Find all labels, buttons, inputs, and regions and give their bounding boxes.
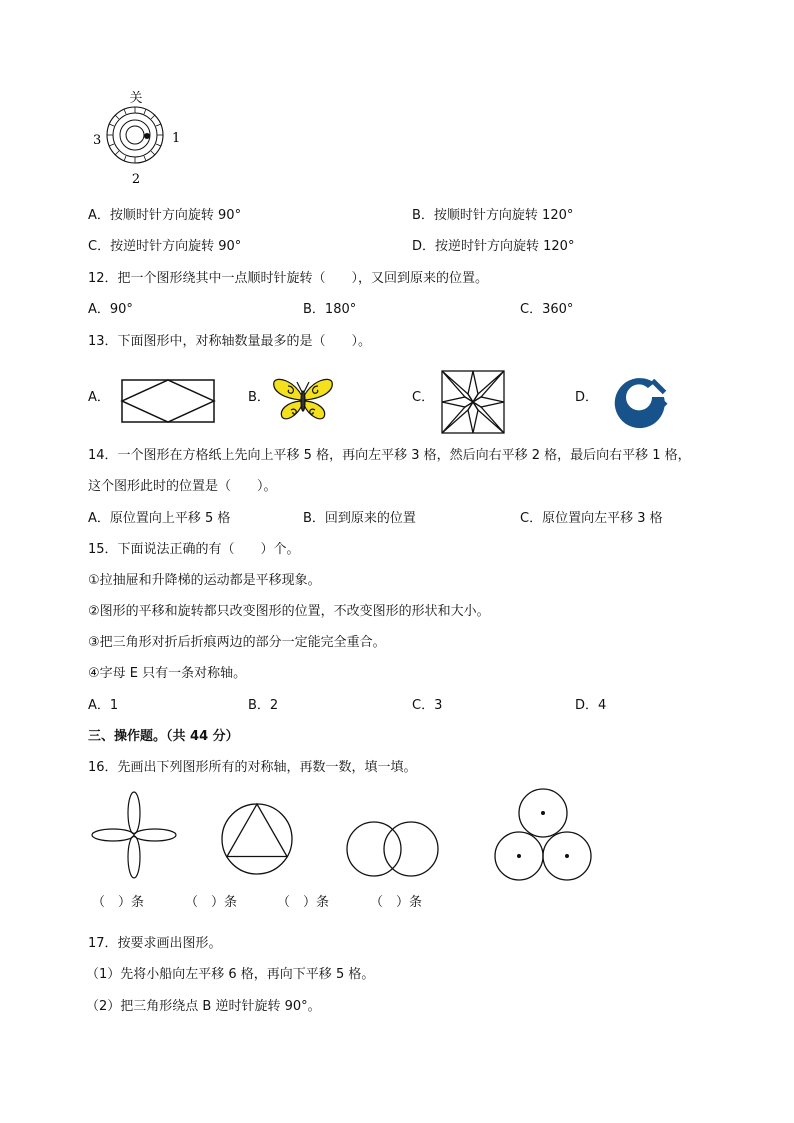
bank-logo-icon: [615, 378, 668, 428]
q16-stem: 16．先画出下列图形所有的对称轴，再数一数，填一填。: [88, 760, 417, 775]
q15-option-a[interactable]: A．1: [88, 698, 119, 713]
q14-option-b[interactable]: B．回到原来的位置: [303, 511, 416, 526]
q12-option-b[interactable]: B．180°: [303, 302, 357, 317]
q15-statement-4: ④字母 E 只有一条对称轴。: [88, 666, 247, 681]
q11-option-a[interactable]: A．按顺时针方向旋转 90°: [88, 208, 242, 223]
q12-option-a[interactable]: A．90°: [88, 302, 133, 317]
q11-option-c[interactable]: C．按逆时针方向旋转 90°: [88, 239, 242, 254]
dial-figure: [88, 86, 188, 186]
q16-blank-1[interactable]: （ ）条: [92, 895, 145, 910]
dial-label-right: 1: [172, 131, 181, 146]
q15-statement-3: ③把三角形对折后折痕两边的部分一定能完全重合。: [88, 635, 386, 650]
butterfly-figure: [271, 374, 335, 422]
q15-option-b[interactable]: B．2: [248, 698, 279, 713]
butterfly-icon: [274, 379, 333, 418]
q16-blank-3[interactable]: （ ）条: [277, 895, 330, 910]
rectangle-rhombus-figure: [120, 378, 216, 424]
dial-label-top: 关: [129, 91, 143, 106]
two-circles-figure: [344, 818, 442, 880]
q16-blank-4[interactable]: （ ）条: [370, 895, 423, 910]
q15-stem: 15．下面说法正确的有（ ）个。: [88, 542, 300, 557]
dial-pointer-dot: [144, 133, 150, 139]
q12-stem: 12．把一个图形绕其中一点顺时针旋转（ ），又回到原来的位置。: [88, 271, 489, 286]
q12-option-c[interactable]: C．360°: [520, 302, 574, 317]
three-circles-figure: [490, 786, 596, 884]
section-3-heading: 三、操作题。（共 44 分）: [88, 729, 239, 744]
dial-label-left: 3: [93, 133, 102, 148]
q13-label-b[interactable]: B．: [248, 390, 270, 405]
circle-triangle-figure: [218, 800, 296, 878]
q14-stem-line2: 这个图形此时的位置是（ ）。: [88, 479, 277, 494]
q14-option-c[interactable]: C．原位置向左平移 3 格: [520, 511, 663, 526]
q14-option-a[interactable]: A．原位置向上平移 5 格: [88, 511, 231, 526]
bank-logo-figure: [610, 369, 674, 433]
four-petal-figure: [88, 790, 180, 880]
q15-statement-1: ①拉抽屉和升降梯的运动都是平移现象。: [88, 573, 321, 588]
q13-stem: 13．下面图形中，对称轴数量最多的是（ ）。: [88, 334, 372, 349]
q14-stem-line1: 14．一个图形在方格纸上先向上平移 5 格，再向左平移 3 格，然后向右平移 2 格，最后向右平移 1 格，: [88, 448, 691, 463]
q11-option-d[interactable]: D．按逆时针方向旋转 120°: [412, 239, 575, 254]
q16-blank-2[interactable]: （ ）条: [185, 895, 238, 910]
q15-option-c[interactable]: C．3: [412, 698, 443, 713]
q13-label-a[interactable]: A．: [88, 390, 110, 405]
q17-stem: 17．按要求画出图形。: [88, 936, 222, 951]
q17-part-2: （2）把三角形绕点 B 逆时针旋转 90°。: [86, 999, 321, 1014]
q13-label-c[interactable]: C．: [412, 390, 435, 405]
q15-statement-2: ②图形的平移和旋转都只改变图形的位置，不改变图形的形状和大小。: [88, 604, 490, 619]
dial-label-bottom: 2: [131, 172, 141, 186]
q13-label-d[interactable]: D．: [575, 390, 599, 405]
q15-option-d[interactable]: D．4: [575, 698, 607, 713]
q17-part-1: （1）先将小船向左平移 6 格，再向下平移 5 格。: [86, 967, 375, 982]
q11-option-b[interactable]: B．按顺时针方向旋转 120°: [412, 208, 574, 223]
square-pinwheel-figure: [440, 369, 506, 435]
dial-ticks: [107, 107, 163, 163]
